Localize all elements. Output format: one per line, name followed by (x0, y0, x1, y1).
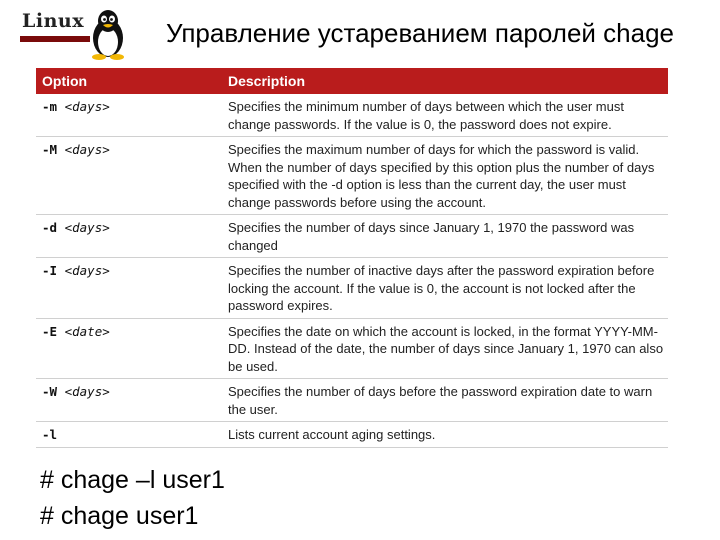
option-cell (36, 262, 222, 315)
option-cell (36, 323, 222, 376)
description-cell: Specifies the date on which the account is locked, in the format YYYY-MM-DD. Instead of the date, the number of days since January 1, 1970 can also be used. (228, 323, 664, 374)
table-body (36, 94, 668, 448)
description-cell: Specifies the maximum number of days for which the password is valid. When the number of days specified by this option plus the number of days specified with the -d option is less than the current day, the user must change passwords before using the account. (228, 142, 655, 210)
option-flag: -I (42, 263, 58, 278)
option-flag: -W (42, 384, 58, 399)
description-cell: Lists current account aging settings. (228, 427, 436, 442)
tux-penguin-icon (86, 8, 130, 60)
linux-logo (18, 6, 118, 56)
table-row (36, 422, 668, 448)
option-cell (36, 98, 222, 133)
header-option: Option (42, 73, 88, 89)
command-line-2: # chage user1 (40, 502, 199, 530)
option-flag: -m (42, 99, 58, 114)
option-flag: -E (42, 323, 58, 339)
command-line-1: # chage –l user1 (40, 466, 225, 494)
chage-options-table (36, 68, 668, 448)
page-title: Управление устареванием паролей chage (166, 18, 674, 48)
logo-text: Linux (22, 10, 85, 32)
option-argument: <days> (64, 142, 110, 157)
description-cell: Specifies the number of days before the password expiration date to warn the user. (228, 384, 653, 417)
description-cell: Specifies the minimum number of days between which the user must change passwords. If the value is 0, the password does not expire. (228, 99, 624, 132)
option-cell (36, 141, 222, 211)
description-cell: Specifies the number of days since January 1, 1970 the password was changed (228, 220, 635, 253)
table-row (36, 215, 668, 258)
option-flag: -M (42, 142, 58, 157)
option-cell (36, 383, 222, 418)
table-row (36, 379, 668, 422)
logo-underline (20, 36, 90, 42)
description-cell: Specifies the number of inactive days after the password expiration before locking the account. If the value is 0, the account is not locked after the password expires. (228, 263, 655, 313)
table-header (36, 68, 668, 94)
header-description: Description (228, 73, 306, 89)
option-argument: <days> (64, 220, 110, 235)
option-argument: <date> (64, 323, 110, 339)
option-cell (36, 219, 222, 254)
option-cell (36, 426, 222, 444)
option-flag: -l (42, 427, 58, 442)
table-row (36, 94, 668, 137)
table-row (36, 258, 668, 319)
option-argument: <days> (64, 384, 110, 399)
option-flag: -d (42, 220, 58, 235)
table-row (36, 137, 668, 215)
option-argument: <days> (64, 99, 110, 114)
table-row (36, 319, 668, 380)
option-argument: <days> (64, 263, 110, 278)
